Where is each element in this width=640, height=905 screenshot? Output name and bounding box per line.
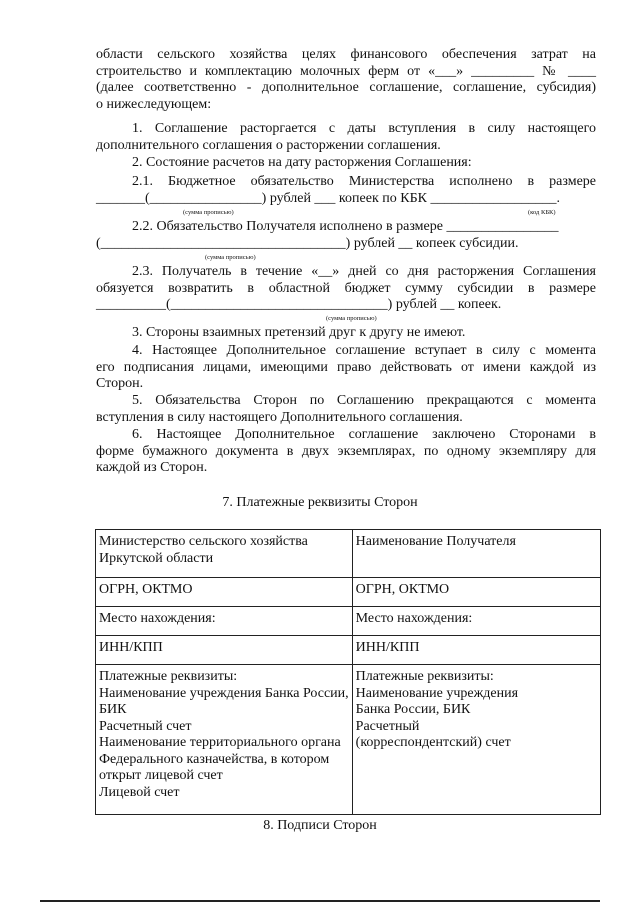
intro-line: строительство и комплектацию молочных ферм от «___» _________ № ____ (96, 63, 596, 79)
clause-2-2-text: 2.2. Обязательство Получателя исполнено в размере (132, 219, 443, 234)
cell-line: Расчетный (355, 718, 420, 734)
caption-kbk-code: (код КБК) (528, 209, 556, 216)
rubles-kopecks-kbk-text: ) рублей ___ копеек по КБК (261, 190, 427, 206)
clause-6-line: форме бумажного документа в двух экземплярах, по одному экземпляру для (96, 443, 596, 459)
recipient-cell (352, 665, 600, 815)
cell-line: Наименование территориального органа (99, 735, 341, 750)
clause-5 (96, 393, 596, 426)
caption-amount-in-words: (сумма прописью) (183, 209, 234, 216)
ministry-cell (96, 665, 353, 815)
clause-2-2-line1 (96, 219, 596, 236)
clause-4-line: Сторон. (96, 376, 144, 391)
clause-6 (96, 427, 596, 477)
clause-1 (96, 121, 596, 154)
intro-line: области сельского хозяйства целях финансового обеспечения затрат на (96, 47, 596, 62)
cell-line: БИК (99, 702, 127, 717)
rubles-kopecks-subsidy-text: ) рублей __ копеек субсидии. (345, 235, 519, 251)
clause-1-line: 1. Соглашение расторгается с даты вступления в силу настоящего (132, 121, 596, 136)
amount-blank-open: __________( (96, 297, 171, 312)
requisites-row (96, 636, 601, 665)
clause-5-line: вступления в силу настоящего Дополнительного соглашения. (96, 409, 463, 425)
intro-line: (далее соответственно - дополнительное соглашение, соглашение, субсидия) (96, 80, 596, 95)
cell-line: Лицевой счет (99, 784, 180, 800)
cell-line: ОГРН, ОКТМО (355, 582, 450, 597)
clause-2-3 (96, 264, 596, 314)
kbk-code-blank: __________________. (430, 190, 560, 206)
clause-2-1 (96, 174, 596, 207)
clause-2-3-line3 (96, 297, 596, 314)
recipient-cell (352, 607, 600, 636)
cell-line: Банка России, БИК (355, 702, 471, 717)
cell-line: ОГРН, ОКТМО (99, 582, 193, 597)
cell-line: Наименование учреждения Банка России, (99, 685, 349, 701)
cell-line: Платежные реквизиты: (99, 669, 238, 684)
clause-2-3-line2: обязуется возвратить в областной бюджет сумму субсидии в размере (96, 280, 596, 296)
clause-6-line: каждой из Сторон. (96, 460, 208, 475)
recipient-cell (352, 530, 600, 578)
page-bottom-rule (40, 900, 600, 902)
ministry-cell (96, 578, 353, 607)
clause-3 (96, 325, 596, 342)
intro-line: о нижеследующем: (96, 96, 212, 112)
cell-line: (корреспондентский) счет (355, 735, 511, 750)
cell-line: Место нахождения: (99, 611, 216, 626)
amount-blank: ________________ (446, 219, 559, 234)
caption-amount-in-words: (сумма прописью) (205, 254, 256, 261)
section-8-heading: 8. Подписи Сторон (263, 818, 377, 833)
clause-2-1-line1: 2.1. Бюджетное обязательство Министерства исполнено в размере (132, 174, 596, 189)
cell-line: Федерального казначейства, в котором (99, 751, 330, 767)
clause-6-line: 6. Настоящее Дополнительное соглашение заключено Сторонами в (132, 427, 596, 442)
clause-2-2 (96, 219, 596, 252)
clause-3-text: 3. Стороны взаимных претензий друг к другу не имеют. (132, 325, 466, 340)
cell-line: Платежные реквизиты: (355, 669, 494, 684)
recipient-cell (352, 636, 600, 665)
requisites-row (96, 607, 601, 636)
rubles-kopecks-text: ) рублей __ копеек. (387, 297, 502, 312)
amount-in-words-blank: ___________________________________ (100, 235, 346, 251)
section-7-heading: 7. Платежные реквизиты Сторон (222, 495, 418, 510)
cell-line: Наименование учреждения (355, 685, 519, 701)
cell-line: Наименование Получателя (355, 534, 516, 549)
clause-4 (96, 343, 596, 393)
clause-4-line: его подписания лицами, имеющими право действовать от имени каждой из (96, 359, 596, 375)
amount-in-words-blank: _______________________________ (170, 297, 388, 312)
cell-line: открыт лицевой счет (99, 768, 223, 783)
amount-in-words-blank: ________________ (149, 190, 262, 206)
requisites-row (96, 578, 601, 607)
cell-line: Место нахождения: (355, 611, 473, 626)
cell-line: Иркутской области (99, 550, 214, 566)
ministry-cell (96, 636, 353, 665)
cell-line: ИНН/КПП (99, 640, 163, 655)
clause-2-text: 2. Состояние расчетов на дату расторжения Соглашения: (132, 155, 472, 170)
clause-2-1-line2 (96, 191, 596, 208)
clause-2-3-line1: 2.3. Получатель в течение «__» дней со дня расторжения Соглашения (132, 264, 596, 279)
caption-amount-in-words: (сумма прописью) (326, 315, 377, 322)
amount-blank-open: _______( (96, 190, 150, 206)
cell-line: Расчетный счет (99, 718, 192, 734)
requisites-row (96, 665, 601, 815)
clause-1-line: дополнительного соглашения о расторжении соглашения. (96, 137, 441, 153)
clause-4-line: 4. Настоящее Дополнительное соглашение вступает в силу с момента (132, 343, 596, 358)
clause-5-line: 5. Обязательства Сторон по Соглашению прекращаются с момента (132, 393, 596, 408)
paren-open: ( (96, 235, 101, 251)
clause-2-2-line2 (96, 236, 596, 253)
requisites-table-body (96, 530, 601, 815)
recipient-cell (352, 578, 600, 607)
clause-2 (96, 155, 596, 172)
intro-paragraph (96, 47, 596, 113)
requisites-row (96, 530, 601, 578)
cell-line: ИНН/КПП (355, 640, 420, 655)
ministry-cell (96, 607, 353, 636)
ministry-cell (96, 530, 353, 578)
cell-line: Министерство сельского хозяйства (99, 534, 308, 549)
requisites-table (95, 529, 601, 815)
